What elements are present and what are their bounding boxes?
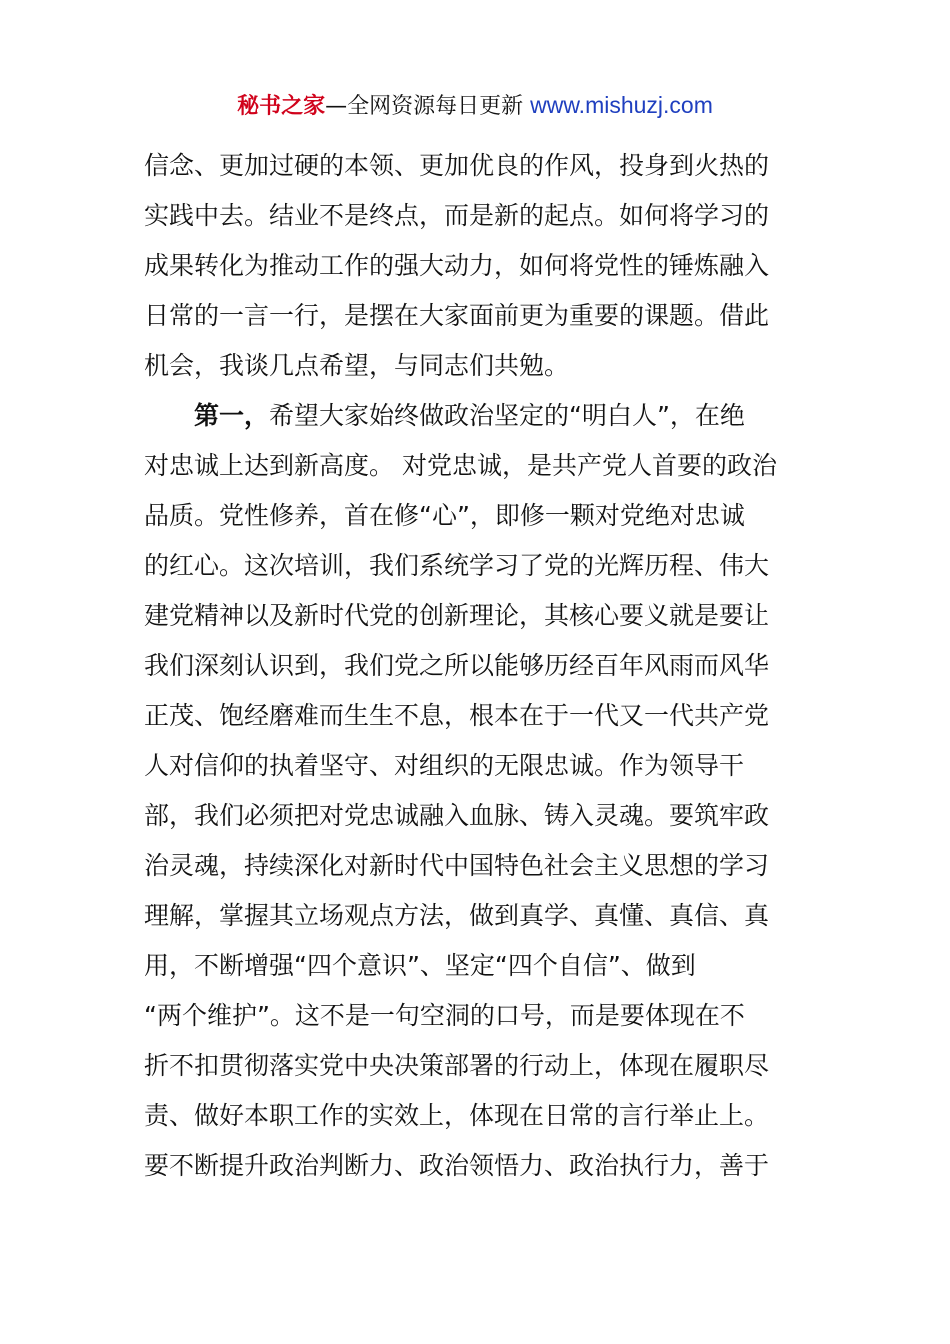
page-header <box>0 88 950 124</box>
text-line: 建党精神以及新时代党的创新理论，其核心要义就是要让 <box>144 601 770 630</box>
text-line: 治灵魂，持续深化对新时代中国特色社会主义思想的学习 <box>144 851 770 880</box>
text-line: 用，不断增强“四个意识”、坚定“四个自信”、做到 <box>144 951 696 980</box>
text-line: 要不断提升政治判断力、政治领悟力、政治执行力，善于 <box>144 1151 770 1180</box>
text-line: 理解，掌握其立场观点方法，做到真学、真懂、真信、真 <box>144 901 770 930</box>
text-line: 人对信仰的执着坚守、对组织的无限忠诚。作为领导干 <box>144 751 745 780</box>
text-line: 机会，我谈几点希望，与同志们共勉。 <box>144 351 570 380</box>
text-line: 对忠诚上达到新高度。 对党忠诚，是共产党人首要的政治 <box>144 451 777 480</box>
first-point-label: 第一， <box>194 401 270 430</box>
first-point-line <box>194 396 745 436</box>
brand-name: 秘书之家 <box>237 94 326 119</box>
text-line: 责、做好本职工作的实效上，体现在日常的言行举止上。 <box>144 1101 770 1130</box>
text-line: 成果转化为推动工作的强大动力，如何将党性的锤炼融入 <box>144 251 770 280</box>
text-line: 折不扣贯彻落实党中央决策部署的行动上，体现在履职尽 <box>144 1051 770 1080</box>
site-url-link[interactable]: www.mishuzj.com <box>530 92 713 118</box>
text-line: 实践中去。结业不是终点，而是新的起点。如何将学习的 <box>144 201 770 230</box>
first-point-heading: 希望大家始终做政治坚定的“明白人”，在绝 <box>269 401 745 430</box>
text-line: 部，我们必须把对党忠诚融入血脉、铸入灵魂。要筑牢政 <box>144 801 770 830</box>
text-line: 我们深刻认识到，我们党之所以能够历经百年风雨而风华 <box>144 651 770 680</box>
text-line: 正茂、饱经磨难而生生不息，根本在于一代又一代共产党 <box>144 701 770 730</box>
text-line: “两个维护”。这不是一句空洞的口号，而是要体现在不 <box>144 1001 745 1030</box>
header-tagline: —全网资源每日更新 <box>325 94 524 119</box>
text-line: 品质。党性修养，首在修“心”，即修一颗对党绝对忠诚 <box>144 501 745 530</box>
text-line: 日常的一言一行，是摆在大家面前更为重要的课题。借此 <box>144 301 770 330</box>
text-line: 信念、更加过硬的本领、更加优良的作风，投身到火热的 <box>144 151 770 180</box>
text-line: 的红心。这次培训，我们系统学习了党的光辉历程、伟大 <box>144 551 770 580</box>
